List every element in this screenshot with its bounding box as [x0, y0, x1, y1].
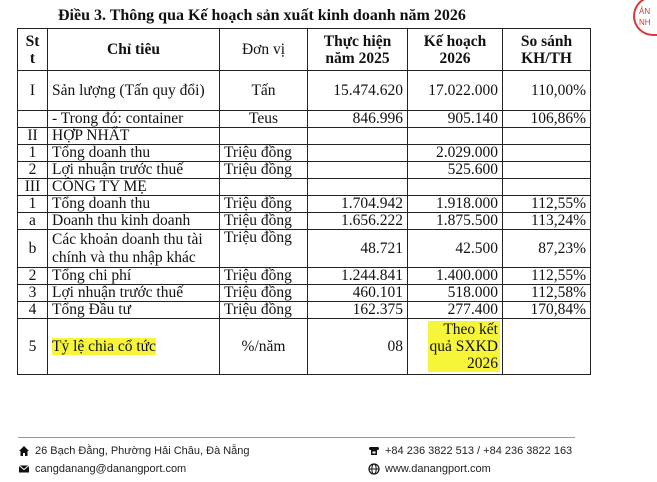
phone-icon [368, 445, 380, 457]
table-row: 1 Tổng doanh thu Triệu đồng 2.029.000 [18, 145, 591, 162]
footer-address: 26 Bạch Đằng, Phường Hải Châu, Đà Nẵng [18, 445, 250, 457]
table-row: II HỢP NHẤT [18, 128, 591, 145]
business-plan-table [17, 28, 591, 375]
table-row: b Các khoản doanh thu tài chính và thu nhập khác Triệu đồng 48.721 42.500 87,23% [18, 230, 591, 268]
table-row: 1 Tổng doanh thu Triệu đồng 1.704.942 1.918.000 112,55% [18, 196, 591, 213]
header-so-sanh: So sánh KH/TH [503, 29, 591, 71]
red-stamp-seal [633, 0, 657, 36]
header-ke-hoach: Kế hoạch 2026 [408, 29, 503, 71]
section-heading: Điều 3. Thông qua Kế hoạch sản xuất kinh doanh năm 2026 [58, 7, 466, 24]
table-row: - Trong đó: container Teus 846.996 905.140 106,86% [18, 111, 591, 128]
footer-email: cangdanang@danangport.com [18, 463, 186, 475]
table-row-dividend: 5 Tỷ lệ chia cổ tức %/năm 08 Theo kết quả SXKD 2026 [18, 319, 591, 375]
table-row: III CÔNG TY MẸ [18, 179, 591, 196]
stamp-text: NH [639, 18, 651, 27]
header-stt: St t [18, 29, 48, 71]
globe-icon [368, 463, 380, 475]
table-header-row [18, 29, 591, 71]
header-thuc-hien: Thực hiện năm 2025 [308, 29, 408, 71]
footer-divider [18, 437, 575, 438]
table-row: 2 Lợi nhuận trước thuế Triệu đồng 525.600 [18, 162, 591, 179]
table-row: 2 Tổng chi phí Triệu đồng 1.244.841 1.400.000 112,55% [18, 268, 591, 285]
stamp-text: ẢN [639, 7, 651, 16]
table-row: 4 Tổng Đầu tư Triệu đồng 162.375 277.400 170,84% [18, 302, 591, 319]
header-chi-tieu: Chỉ tiêu [48, 29, 220, 71]
table-row: a Doanh thu kinh doanh Triệu đồng 1.656.222 1.875.500 113,24% [18, 213, 591, 230]
header-don-vi: Đơn vị [220, 29, 308, 71]
highlighted-plan-note: Theo kết quả SXKD 2026 [429, 321, 498, 372]
envelope-icon [18, 463, 30, 475]
footer-phone: +84 236 3822 513 / +84 236 3822 163 [368, 445, 572, 457]
table-row: 3 Lợi nhuận trước thuế Triệu đồng 460.101 518.000 112,58% [18, 285, 591, 302]
highlighted-text: Tỷ lệ chia cổ tức [52, 337, 156, 355]
footer-website: www.danangport.com [368, 463, 491, 475]
table-row: I Sản lượng (Tấn quy đổi) Tấn 15.474.620 17.022.000 110,00% [18, 71, 591, 111]
home-icon [18, 445, 30, 457]
